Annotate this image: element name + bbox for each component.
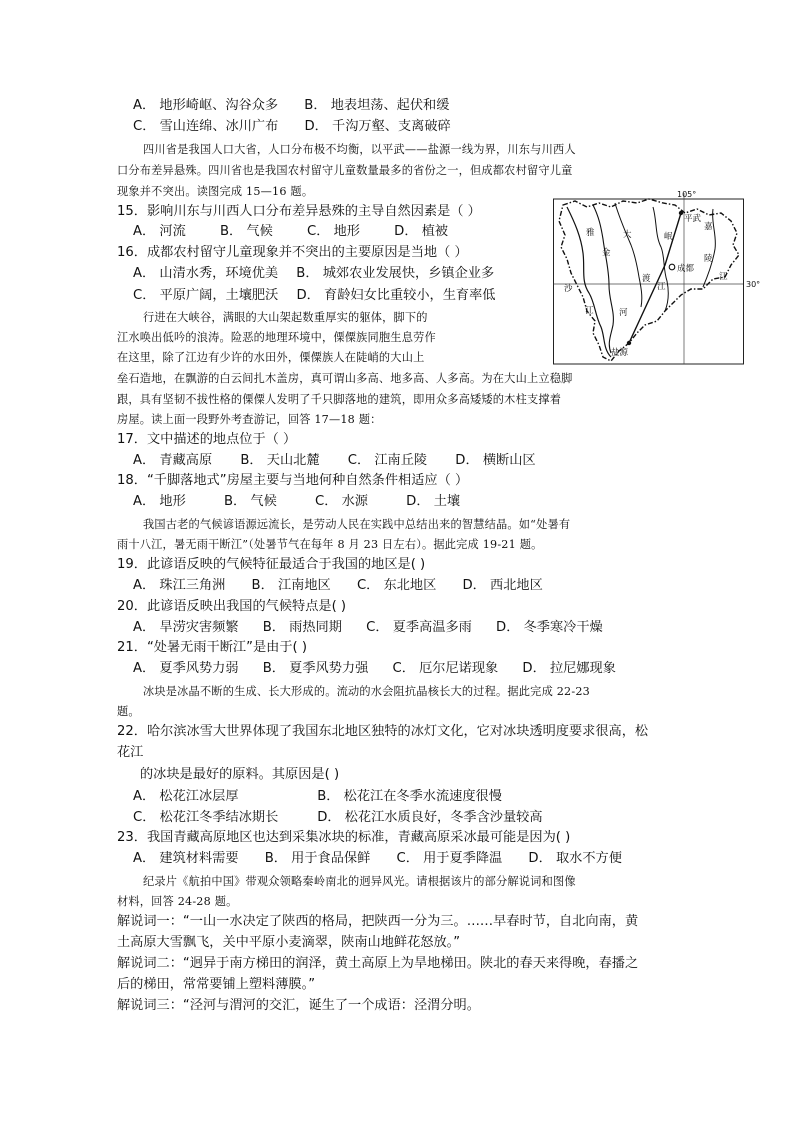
- jialing-river: [703, 209, 715, 287]
- passage-proverb-line-2: 雨十八江，暑无雨干断江”（处暑节气在每年 8 月 23 日左右）。据此完成 19-21 题。: [117, 538, 543, 551]
- q22-options-row-2: [133, 809, 543, 827]
- q18-options: [133, 493, 460, 511]
- map-label-chengdu: 成都: [677, 264, 695, 274]
- q22-stem-line-3: 的冰块是最好的原料。其原因是( ): [140, 767, 340, 782]
- q21-option-b: B． 夏季风势力强: [262, 661, 369, 676]
- passage-lisu-line-2: 江水唤出低吟的浪涛。险恶的地理环境中，傈僳族同胞生息劳作: [117, 331, 436, 344]
- q23-option-d: D． 取水不方便: [528, 851, 622, 866]
- q20-option-b: B． 雨热同期: [262, 620, 342, 635]
- q18-stem: 18．“千脚落地式”房屋主要与当地何种自然条件相适应（ ）: [117, 473, 469, 488]
- map-label-da: 大: [623, 230, 632, 240]
- q18-option-c: C． 水源: [315, 494, 368, 509]
- passage-lisu-line-5: 跟，具有坚韧不拔性格的傈僳人发明了千只脚落地的建筑，即用众多高矮矮的木柱支撑着: [117, 393, 562, 406]
- passage-lisu-line-4: 垒石造地，在飘游的白云间扎木盖房，真可谓山多高、地多高、人多高。为在大山上立稳脚: [117, 372, 573, 385]
- yalong-river: [593, 205, 613, 353]
- q20-options: [133, 619, 603, 637]
- q14-option-b: B． 地表坦荡、起伏和缓: [304, 98, 450, 113]
- q23-option-a: A． 建筑材料需要: [133, 851, 239, 866]
- q17-stem: 17．文中描述的地点位于（ ）: [117, 432, 297, 447]
- q22-options-row-1: [133, 788, 502, 806]
- q21-stem: 21．“处暑无雨干断江”是由于( ): [117, 640, 307, 655]
- map-label-he: 河: [619, 308, 628, 318]
- q15-option-d: D． 植被: [394, 224, 449, 239]
- q15-option-a: A． 河流: [133, 224, 186, 239]
- q21-option-a: A． 夏季风势力弱: [133, 661, 239, 676]
- q22-option-b: B． 松花江在冬季水流速度很慢: [317, 789, 502, 804]
- q22-option-c: C． 松花江冬季结冰期长: [133, 810, 279, 825]
- q22-stem-line-1: 22．哈尔滨冰雪大世界体现了我国东北地区独特的冰灯文化，它对冰块透明度要求很高，松: [117, 724, 649, 739]
- q14-option-a: A． 地形崎岖、沟谷众多: [133, 98, 279, 113]
- sichuan-map-svg: [553, 190, 761, 365]
- q19-option-a: A． 珠江三角洲: [133, 578, 226, 593]
- map-label-jiang-left: 江: [585, 306, 594, 316]
- q18-option-a: A． 地形: [133, 494, 186, 509]
- map-label-du: 渡: [642, 274, 651, 284]
- q16-options-row-2: [133, 287, 495, 305]
- q16-option-a: A． 山清水秀，环境优美: [133, 266, 279, 281]
- q19-option-b: B． 江南地区: [251, 578, 331, 593]
- map-label-ya: 雅: [586, 228, 595, 238]
- q19-option-d: D． 西北地区: [462, 578, 543, 593]
- q22-option-a: A． 松花江冰层厚: [133, 789, 239, 804]
- q18-option-d: D． 土壤: [406, 494, 461, 509]
- q17-option-c: C． 江南丘陵: [347, 453, 428, 468]
- passage-lisu-line-1: 行进在大峡谷，满眼的大山架起数重厚实的躯体，脚下的: [143, 311, 428, 324]
- q16-option-c: C． 平原广阔，土壤肥沃: [133, 288, 279, 303]
- q16-option-b: B． 城郊农业发展快，乡镇企业多: [296, 266, 495, 281]
- q23-option-b: B． 用于食品保鲜: [264, 851, 371, 866]
- commentary-1-line-1: 解说词一：“一山一水决定了陕西的格局，把陕西一分为三。……早春时节，自北向南，黄: [117, 914, 639, 929]
- q20-option-a: A． 旱涝灾害频繁: [133, 620, 239, 635]
- passage-ice-line-1: 冰块是冰晶不断的生成、长大形成的。流动的水会阻抗晶核长大的过程。据此完成 22-23: [143, 685, 590, 698]
- q19-option-c: C． 东北地区: [356, 578, 437, 593]
- lon-105-label: 105°: [677, 190, 697, 199]
- map-label-jin: 金: [602, 248, 611, 258]
- passage-proverb-line-1: 我国古老的气候谚语源远流长，是劳动人民在实践中总结出来的智慧结晶。如“处暑有: [143, 518, 571, 531]
- passage-doc-line-1: 纪录片《航拍中国》带观众领略秦岭南北的迥异风光。请根据该片的部分解说词和图像: [143, 875, 576, 888]
- passage-sichuan-line-3: 现象并不突出。读图完成 15—16 题。: [117, 185, 314, 198]
- q14-option-d: D． 千沟万壑、支离破碎: [304, 119, 451, 134]
- passage-sichuan-line-1: 四川省是我国人口大省，人口分布极不均衡，以平武——盐源一线为界，川东与川西人: [143, 143, 576, 156]
- chengdu-marker: [669, 264, 675, 270]
- q18-option-b: B． 气候: [223, 494, 277, 509]
- passage-lisu-line-3: 在这里，除了江边有少许的水田外，傈僳族人在陡峭的大山上: [117, 351, 425, 364]
- map-label-jiang-min: 江: [657, 282, 666, 292]
- passage-doc-line-2: 材料，回答 24-28 题。: [117, 895, 238, 908]
- pingwu-marker: [679, 211, 683, 215]
- q16-option-d: D． 育龄妇女比重较小，生育率低: [296, 288, 496, 303]
- map-label-sha: 沙: [564, 284, 573, 294]
- q16-stem: 16．成都农村留守儿童现象并不突出的主要原因是当地（ ）: [117, 245, 468, 260]
- yanyuan-marker: [627, 341, 631, 345]
- lat-30-label: 30°: [746, 280, 761, 289]
- map-label-yanyuan: 盐源: [611, 348, 629, 358]
- q21-option-d: D． 拉尼娜现象: [522, 661, 616, 676]
- q14-option-c: C． 雪山连绵、冰川广布: [133, 119, 279, 134]
- q17-option-d: D． 横断山区: [455, 453, 536, 468]
- passage-sichuan-line-2: 口分布差异悬殊。四川省也是我国农村留守儿童数量最多的省份之一，但成都农村留守儿童: [117, 164, 573, 177]
- q20-option-c: C． 夏季高温多雨: [366, 620, 472, 635]
- q15-stem: 15．影响川东与川西人口分布差异悬殊的主导自然因素是（ ）: [117, 204, 481, 219]
- q19-stem: 19．此谚语反映的气候特征最适合于我国的地区是( ): [117, 557, 426, 572]
- q14-options-row-2: [133, 118, 451, 136]
- passage-ice-line-2: 题。: [117, 705, 140, 718]
- q22-option-d: D． 松花江水质良好，冬季含沙量较高: [317, 810, 543, 825]
- q16-options-row-1: [133, 265, 494, 283]
- map-label-jia: 嘉: [704, 222, 713, 232]
- q23-options: [133, 850, 622, 868]
- min-river: [653, 207, 668, 311]
- q14-options-row-1: [133, 97, 449, 115]
- q17-option-a: A． 青藏高原: [133, 453, 213, 468]
- sichuan-map: [553, 190, 761, 365]
- q20-option-d: D． 冬季寒冷干燥: [496, 620, 603, 635]
- commentary-2-line-2: 后的梯田，常常要铺上塑料薄膜。”: [117, 977, 316, 992]
- q21-option-c: C． 厄尔尼诺现象: [392, 661, 499, 676]
- q15-option-b: B． 气候: [219, 224, 273, 239]
- q21-options: [133, 660, 616, 678]
- q20-stem: 20．此谚语反映出我国的气候特点是( ): [117, 599, 347, 614]
- q22-stem-line-2: 花江: [117, 745, 144, 760]
- q17-option-b: B． 天山北麓: [240, 453, 320, 468]
- map-label-pingwu: 平武: [684, 214, 702, 224]
- dadu-river: [615, 203, 642, 307]
- q15-options: [133, 223, 448, 241]
- map-label-jiang-jl: 江: [719, 272, 728, 282]
- q23-stem: 23．我国青藏高原地区也达到采集冰块的标准，青藏高原采冰最可能是因为( ): [117, 830, 571, 845]
- q15-option-c: C． 地形: [307, 224, 360, 239]
- pingwu-yanyuan-line: [629, 213, 681, 343]
- commentary-3-line-1: 解说词三：“泾河与渭河的交汇，诞生了一个成语：泾渭分明。: [117, 998, 480, 1013]
- map-label-ling: 陵: [704, 254, 713, 264]
- map-label-min: 岷: [664, 232, 673, 242]
- commentary-2-line-1: 解说词二：“迥异于南方梯田的润泽，黄土高原上为旱地梯田。陕北的春天来得晚，春播之: [117, 956, 639, 971]
- commentary-1-line-2: 土高原大雪飘飞，关中平原小麦滴翠，陕南山地鲜花怒放。”: [117, 935, 461, 950]
- passage-lisu-line-6: 房屋。读上面一段野外考查游记，回答 17—18 题：: [117, 413, 382, 426]
- q17-options: [133, 452, 536, 470]
- q23-option-c: C． 用于夏季降温: [396, 851, 503, 866]
- q19-options: [133, 577, 543, 595]
